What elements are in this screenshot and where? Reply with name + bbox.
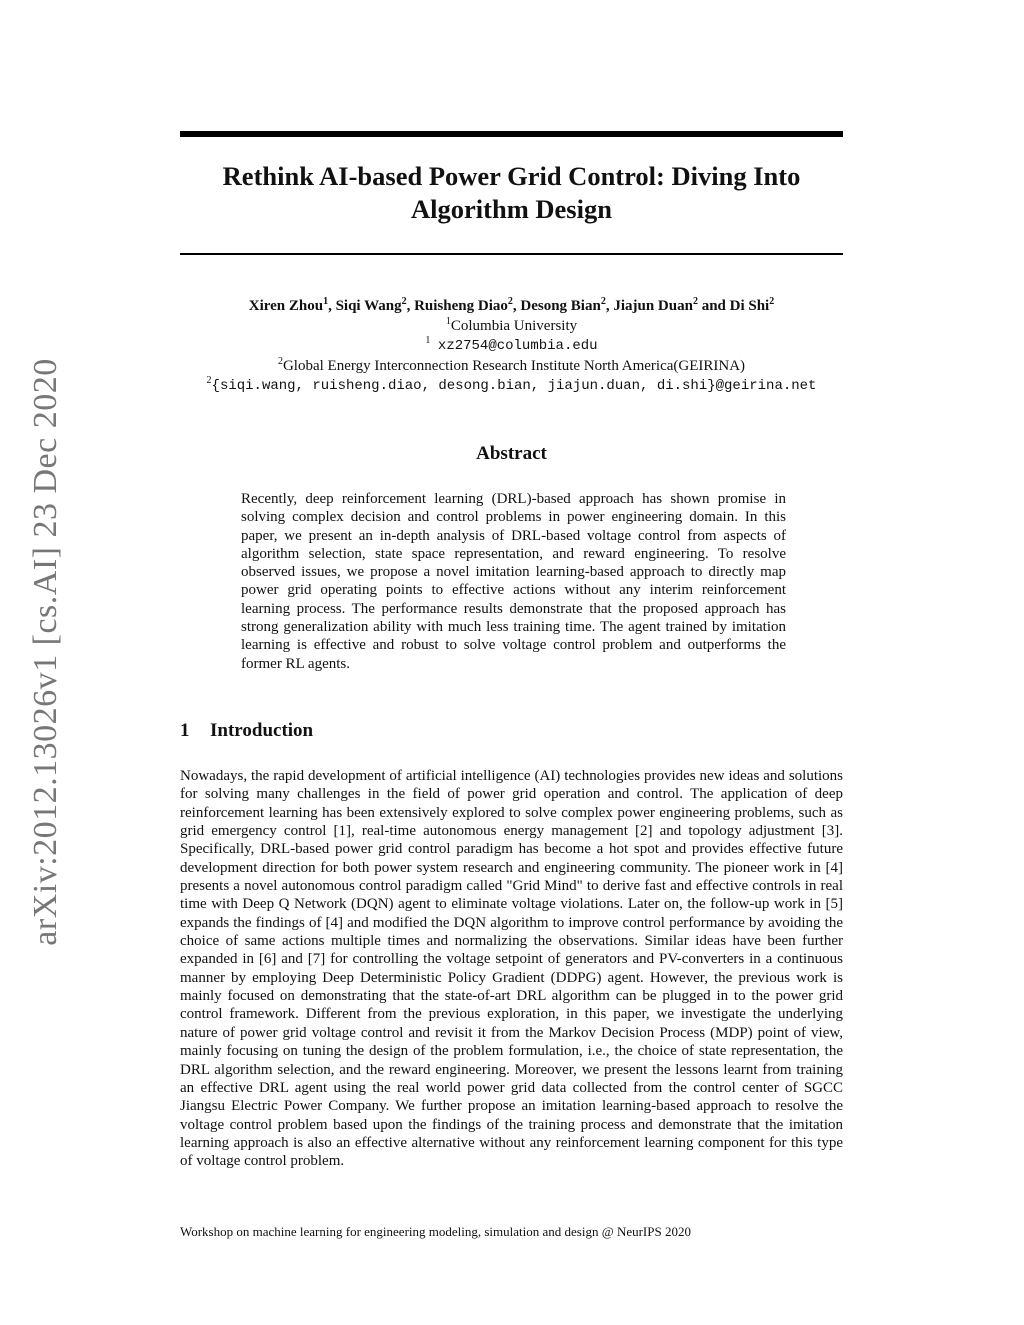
author: Ruisheng Diao$^2$, (414, 296, 521, 314)
title-line-1: Rethink AI-based Power Grid Control: Diving Into (222, 161, 801, 191)
title-top-rule (180, 131, 843, 137)
author-block (170, 297, 853, 397)
venue-footnote: Workshop on machine learning for engineering modeling, simulation and design @ NeurIPS 2020 (180, 1224, 691, 1239)
section-title: Introduction (210, 720, 314, 741)
section-number: 1 (180, 720, 190, 741)
author: Di Shi$^2$ (729, 296, 775, 314)
author: Desong Bian$^2$, (520, 296, 614, 314)
title-line-2: Algorithm Design (411, 194, 612, 224)
paper-title (180, 160, 843, 226)
section-heading (180, 720, 843, 742)
affiliation-2: $^2$Global Energy Interconnection Research Institute North America(GEIRINA) (277, 355, 746, 374)
title-bottom-rule (180, 253, 843, 255)
email-1: $^1$ xz2754@columbia.edu (425, 335, 598, 354)
author: Xiren Zhou$^1$, (248, 296, 336, 314)
author: Jiajun Duan$^2$ and (613, 296, 730, 314)
email-2: $^2${siqi.wang, ruisheng.diao, desong.bian, jiajun.duan, di.shi}@geirina.net (206, 375, 817, 394)
affiliation-1: $^1$Columbia University (445, 315, 578, 334)
introduction-paragraph: Nowadays, the rapid development of artificial intelligence (AI) technologies provides new ideas and solutions for solving many challenges in the field of power grid operation and control. The application of deep reinforcement learning has been extensively explored to solve complex power engineering problems, such as grid emergency control [1], real-time autonomous energy management [2] and topology adjustment [3]. Specifically, DRL-based power grid control paradigm has become a hot spot and provides effective future development direction for both power system research and engineering community. The pioneer work in [4] presents a novel autonomous control paradigm called "Grid Mind" to derive fast and effective controls in real time with Deep Q Network (DQN) agent to eliminate voltage violations. Later on, the follow-up work in [5] expands the findings of [4] and modified the DQN algorithm to improve control performance by avoiding the choice of same actions multiple times and normalizing the observations. Similar ideas have been further expanded in [6] and [7] for controlling the voltage setpoint of generators and PV-converters in a continuous manner by employing Deep Deterministic Policy Gradient (DDPG) agent. However, the previous work is mainly focused on demonstrating that the state-of-art DRL algorithm can be plugged in to the power grid control framework. Different from the previous exploration, in this paper, we investigate the underlying nature of power grid voltage control and revisit it from the Markov Decision Process (MDP) point of view, mainly focusing on tuning the design of the problem formulation, i.e., the choice of state representation, the DRL algorithm selection, and the reward engineering. Moreover, we present the lessons learnt from training an effective DRL agent using the real world power grid data collected from the control center of SGCC Jiangsu Electric Power Company. We further propose an imitation learning-based approach to resolve the voltage control problem based upon the findings of the training process and demonstrate that the imitation learning approach is also an effective alternative without any reinforcement learning component for this type of voltage control problem. (180, 768, 843, 1170)
abstract-heading: Abstract (476, 443, 547, 464)
abstract-text: Recently, deep reinforcement learning (DRL)-based approach has shown promise in solving complex decision and control problems in power engineering domain. In this paper, we present an in-depth analysis of DRL-based voltage control from aspects of algorithm selection, state space representation, and reward engineering. To resolve observed issues, we propose a novel imitation learning-based approach to directly map power grid operating points to effective actions without any interim reinforcement learning process. The performance results demonstrate that the proposed approach has strong generalization ability with much less training time. The agent trained by imitation learning is effective and robust to solve voltage control problem and outperforms the former RL agents. (241, 491, 786, 672)
arxiv-identifier: arXiv:2012.13026v1 [cs.AI] 23 Dec 2020 (27, 358, 64, 946)
arxiv-side-stamp (26, 358, 66, 946)
author: Siqi Wang$^2$, (335, 296, 415, 314)
author-list (170, 297, 853, 317)
